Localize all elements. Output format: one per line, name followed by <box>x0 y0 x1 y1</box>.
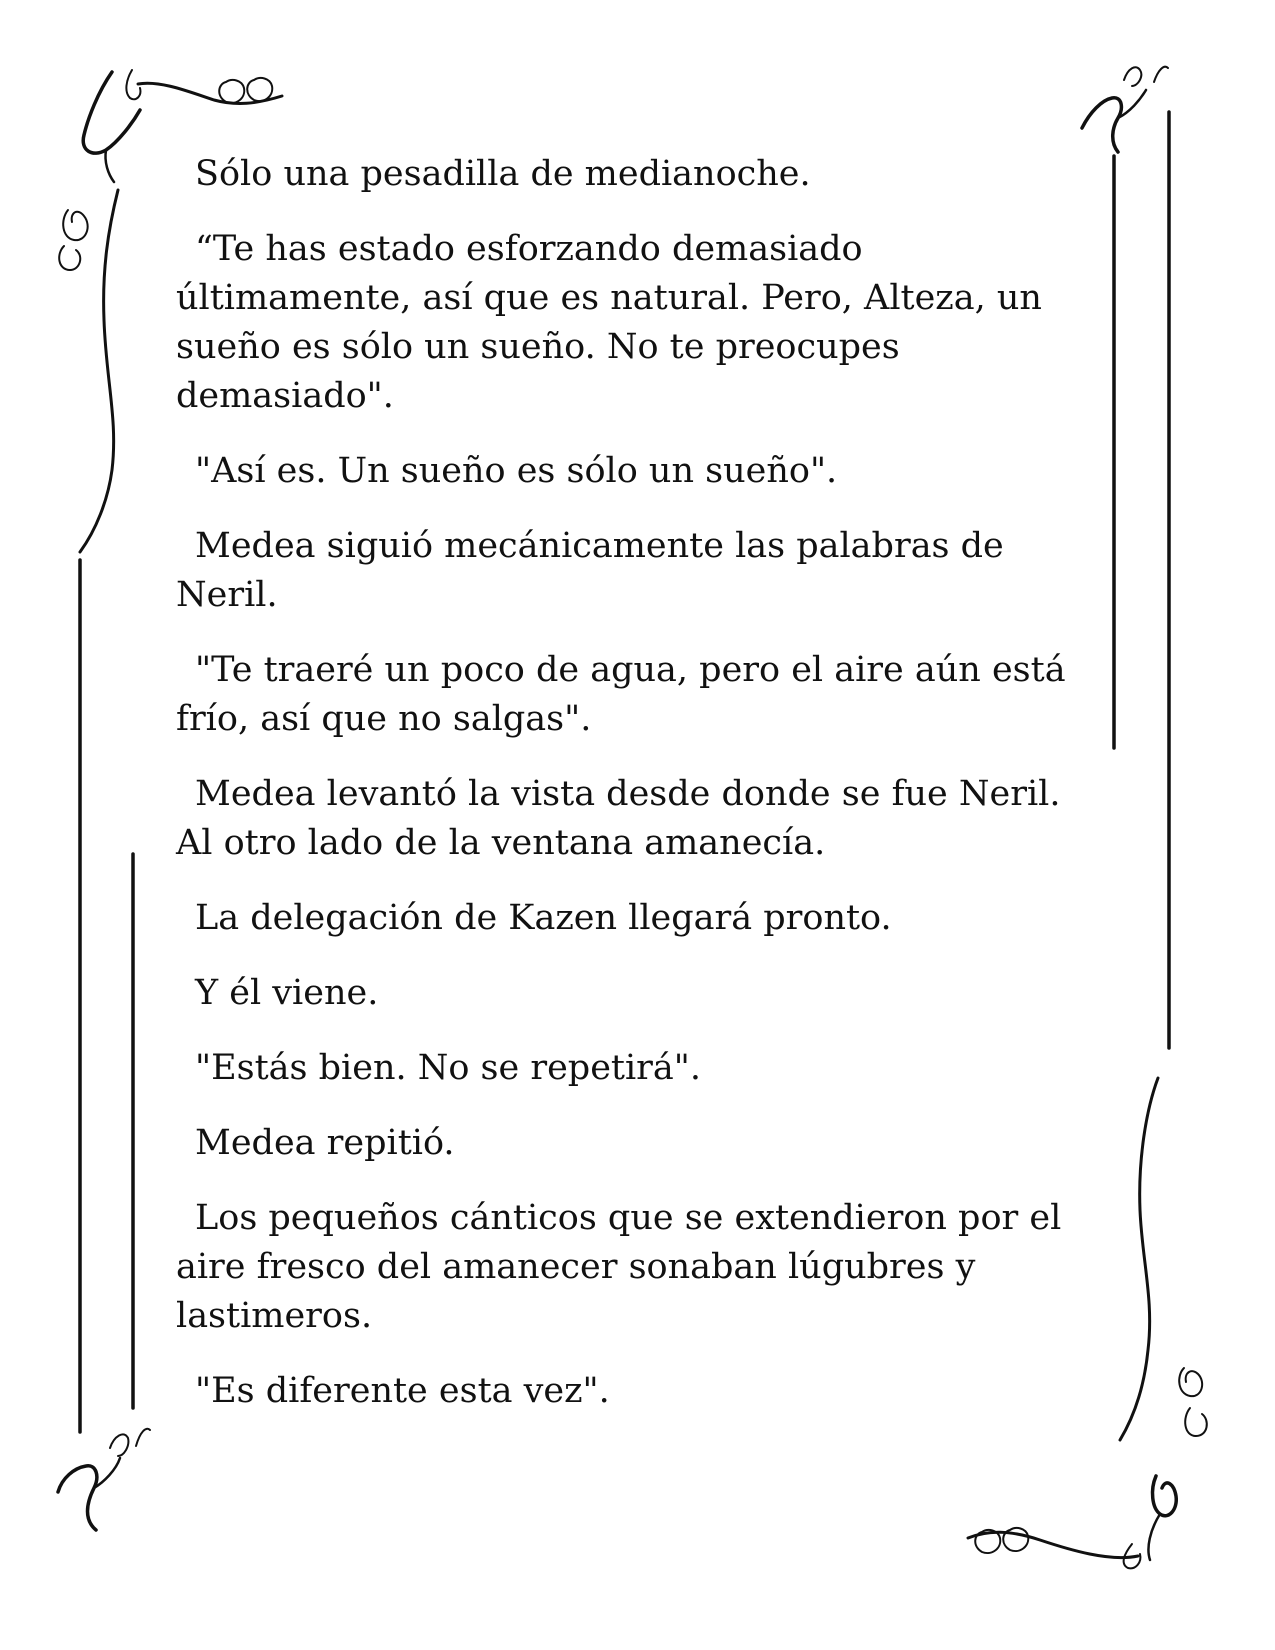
paragraph: "Así es. Un sueño es sólo un sueño". <box>195 451 838 491</box>
paragraph: Medea levantó la vista desde donde se fue Neril. Al otro lado de la ventana amanecía. <box>176 774 1061 863</box>
paragraph: Medea siguió mecánicamente las palabras de Neril. <box>176 526 1004 615</box>
bottom-left-flourish-icon <box>58 1429 150 1530</box>
paragraph: Sólo una pesadilla de medianoche. <box>195 154 811 194</box>
paragraph: Y él viene. <box>195 973 379 1013</box>
paragraph: "Es diferente esta vez". <box>195 1371 610 1411</box>
paragraph: “Te has estado esforzando demasiado últimamente, así que es natural. Pero, Alteza, un sueño es sólo un sueño. No te preocupes demasiado". <box>176 229 1042 416</box>
paragraph: Medea repitió. <box>195 1123 455 1163</box>
paragraph: Los pequeños cánticos que se extendieron por el aire fresco del amanecer sonaban lúgubres y lastimeros. <box>176 1198 1062 1336</box>
paragraph: "Estás bien. No se repetirá". <box>195 1048 701 1088</box>
top-right-flourish-icon <box>1082 67 1168 152</box>
story-text <box>176 150 1086 1442</box>
paragraph: "Te traeré un poco de agua, pero el aire aún está frío, así que no salgas". <box>176 650 1066 739</box>
paragraph: La delegación de Kazen llegará pronto. <box>195 898 892 938</box>
